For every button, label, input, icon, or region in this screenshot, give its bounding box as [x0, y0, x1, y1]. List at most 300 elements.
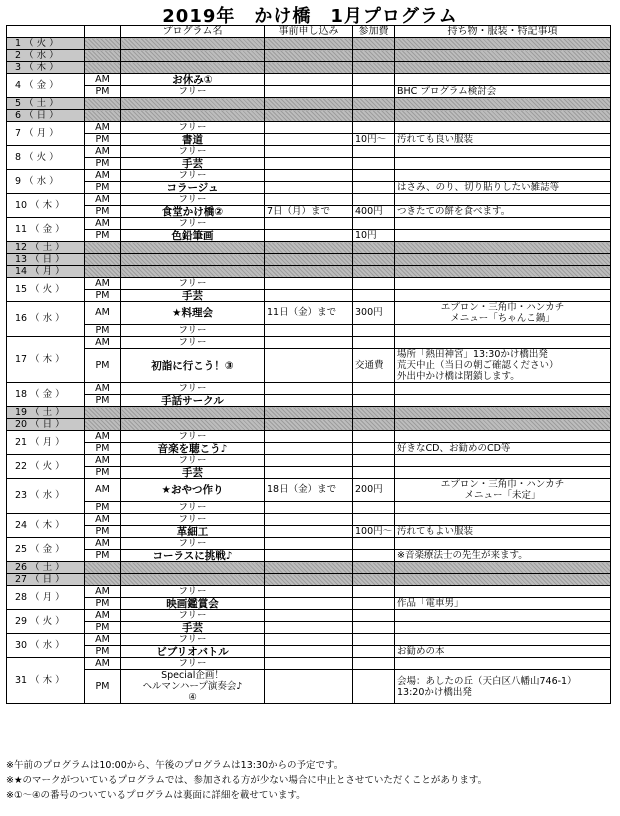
footnote: ※①～④の番号のついているプログラムは裏面に詳細を載せています。 [6, 790, 306, 801]
ampm-cell: AM [85, 514, 121, 526]
program-cell: ★おやつ作り [121, 479, 265, 502]
empty-cell [265, 419, 353, 431]
empty-cell [85, 419, 121, 431]
notes-cell: 場所「熱田神宮」13:30かけ橋出発 荒天中止（当日の朝ご確認ください） 外出中かけ橋は閉鎖します。 [395, 349, 611, 383]
notes-cell: 汚れてもよい服装 [395, 526, 611, 538]
empty-cell [265, 242, 353, 254]
table-row-holiday [7, 562, 611, 574]
table-row [7, 170, 611, 182]
application-cell [265, 586, 353, 598]
date-cell: 12 （ 土 ） [7, 242, 85, 254]
notes-cell [395, 290, 611, 302]
date-cell: 7 （ 月 ） [7, 122, 85, 146]
empty-cell [395, 110, 611, 122]
date-cell: 17 （ 木 ） [7, 337, 85, 383]
empty-cell [85, 62, 121, 74]
date-cell: 15 （ 火 ） [7, 278, 85, 302]
empty-cell [395, 62, 611, 74]
application-cell [265, 431, 353, 443]
application-cell [265, 514, 353, 526]
date-cell: 23 （ 水 ） [7, 479, 85, 514]
notes-cell: 好きなCD、お勧めのCD等 [395, 443, 611, 455]
table-row [7, 383, 611, 395]
notes-cell [395, 514, 611, 526]
application-cell [265, 146, 353, 158]
header-ampm [85, 26, 121, 38]
program-cell: 色鉛筆画 [121, 230, 265, 242]
empty-cell [121, 254, 265, 266]
notes-cell [395, 586, 611, 598]
application-cell [265, 443, 353, 455]
application-cell [265, 610, 353, 622]
table-row-holiday [7, 407, 611, 419]
table-row [7, 526, 611, 538]
fee-cell [353, 122, 395, 134]
notes-cell [395, 230, 611, 242]
empty-cell [85, 574, 121, 586]
table-row [7, 658, 611, 670]
date-cell: 22 （ 火 ） [7, 455, 85, 479]
empty-cell [121, 419, 265, 431]
fee-cell [353, 634, 395, 646]
notes-cell [395, 658, 611, 670]
notes-cell: 作品「電車男」 [395, 598, 611, 610]
fee-cell [353, 538, 395, 550]
ampm-cell: PM [85, 349, 121, 383]
ampm-cell: AM [85, 479, 121, 502]
program-cell: Special企画！ ヘルマンハープ演奏会♪ ④ [121, 670, 265, 704]
date-cell: 1 （ 火 ） [7, 38, 85, 50]
empty-cell [85, 254, 121, 266]
date-cell: 2 （ 水 ） [7, 50, 85, 62]
notes-cell: はさみ、のり、切り貼りしたい雑誌等 [395, 182, 611, 194]
notes-cell [395, 218, 611, 230]
table-row [7, 74, 611, 86]
program-cell: フリー [121, 514, 265, 526]
ampm-cell: AM [85, 337, 121, 349]
table-row [7, 550, 611, 562]
table-row [7, 634, 611, 646]
notes-cell [395, 383, 611, 395]
notes-cell [395, 634, 611, 646]
table-row [7, 514, 611, 526]
empty-cell [265, 574, 353, 586]
application-cell [265, 158, 353, 170]
date-cell: 29 （ 火 ） [7, 610, 85, 634]
application-cell [265, 134, 353, 146]
application-cell [265, 395, 353, 407]
fee-cell [353, 658, 395, 670]
application-cell [265, 218, 353, 230]
date-cell: 20 （ 日 ） [7, 419, 85, 431]
table-row [7, 194, 611, 206]
application-cell [265, 278, 353, 290]
empty-cell [353, 266, 395, 278]
application-cell [265, 194, 353, 206]
ampm-cell: AM [85, 538, 121, 550]
empty-cell [265, 562, 353, 574]
program-cell: 映画鑑賞会 [121, 598, 265, 610]
date-cell: 26 （ 土 ） [7, 562, 85, 574]
header-program: プログラム名 [121, 26, 265, 38]
ampm-cell: AM [85, 658, 121, 670]
application-cell [265, 325, 353, 337]
fee-cell [353, 670, 395, 704]
table-row [7, 598, 611, 610]
fee-cell [353, 278, 395, 290]
table-row [7, 206, 611, 218]
application-cell [265, 502, 353, 514]
table-row-holiday [7, 266, 611, 278]
application-cell [265, 634, 353, 646]
fee-cell [353, 194, 395, 206]
program-cell: ★料理会 [121, 302, 265, 325]
application-cell [265, 622, 353, 634]
ampm-cell: AM [85, 170, 121, 182]
fee-cell [353, 146, 395, 158]
program-cell: フリー [121, 610, 265, 622]
empty-cell [353, 574, 395, 586]
fee-cell [353, 610, 395, 622]
table-row [7, 146, 611, 158]
table-row [7, 622, 611, 634]
footnotes [6, 758, 487, 803]
table-header-row [7, 26, 611, 38]
table-row [7, 467, 611, 479]
program-cell: フリー [121, 278, 265, 290]
program-cell: フリー [121, 170, 265, 182]
date-cell: 18 （ 金 ） [7, 383, 85, 407]
fee-cell [353, 86, 395, 98]
fee-cell [353, 455, 395, 467]
empty-cell [265, 62, 353, 74]
application-cell [265, 230, 353, 242]
date-cell: 3 （ 木 ） [7, 62, 85, 74]
notes-cell [395, 431, 611, 443]
empty-cell [265, 254, 353, 266]
ampm-cell: PM [85, 395, 121, 407]
empty-cell [395, 419, 611, 431]
date-cell: 30 （ 水 ） [7, 634, 85, 658]
table-row [7, 670, 611, 704]
empty-cell [85, 562, 121, 574]
ampm-cell: PM [85, 290, 121, 302]
program-cell: フリー [121, 455, 265, 467]
empty-cell [353, 254, 395, 266]
fee-cell [353, 622, 395, 634]
program-cell: フリー [121, 634, 265, 646]
notes-cell [395, 467, 611, 479]
date-cell: 6 （ 日 ） [7, 110, 85, 122]
fee-cell [353, 550, 395, 562]
notes-cell [395, 538, 611, 550]
notes-cell: ※音楽療法士の先生が来ます。 [395, 550, 611, 562]
fee-cell [353, 646, 395, 658]
empty-cell [121, 562, 265, 574]
ampm-cell: PM [85, 550, 121, 562]
program-cell: お休み① [121, 74, 265, 86]
program-cell: ビブリオバトル [121, 646, 265, 658]
application-cell [265, 349, 353, 383]
table-row [7, 86, 611, 98]
table-row [7, 349, 611, 383]
date-cell: 27 （ 日 ） [7, 574, 85, 586]
table-row [7, 218, 611, 230]
notes-cell [395, 74, 611, 86]
empty-cell [265, 98, 353, 110]
table-row [7, 302, 611, 325]
empty-cell [85, 98, 121, 110]
ampm-cell: AM [85, 431, 121, 443]
empty-cell [395, 407, 611, 419]
empty-cell [395, 562, 611, 574]
ampm-cell: AM [85, 122, 121, 134]
empty-cell [353, 50, 395, 62]
ampm-cell: PM [85, 526, 121, 538]
fee-cell [353, 290, 395, 302]
empty-cell [121, 98, 265, 110]
application-cell [265, 538, 353, 550]
empty-cell [353, 62, 395, 74]
notes-cell [395, 146, 611, 158]
empty-cell [121, 62, 265, 74]
notes-cell [395, 502, 611, 514]
table-row [7, 134, 611, 146]
empty-cell [121, 38, 265, 50]
ampm-cell: PM [85, 230, 121, 242]
empty-cell [265, 407, 353, 419]
footnote: ※★のマークがついているプログラムでは、参加される方が少ない場合に中止とさせていただくことがあります。 [6, 775, 488, 786]
header-notes: 持ち物・服装・特記事項 [395, 26, 611, 38]
table-row [7, 586, 611, 598]
empty-cell [353, 98, 395, 110]
date-cell: 21 （ 月 ） [7, 431, 85, 455]
program-cell: 音楽を聴こう♪ [121, 443, 265, 455]
fee-cell: 10円～ [353, 134, 395, 146]
table-row [7, 395, 611, 407]
date-cell: 5 （ 土 ） [7, 98, 85, 110]
empty-cell [353, 110, 395, 122]
date-cell: 9 （ 水 ） [7, 170, 85, 194]
application-cell [265, 658, 353, 670]
fee-cell [353, 218, 395, 230]
application-cell [265, 670, 353, 704]
ampm-cell: PM [85, 158, 121, 170]
empty-cell [395, 574, 611, 586]
table-row-holiday [7, 254, 611, 266]
table-row [7, 479, 611, 502]
ampm-cell: AM [85, 383, 121, 395]
fee-cell [353, 158, 395, 170]
empty-cell [85, 110, 121, 122]
date-cell: 19 （ 土 ） [7, 407, 85, 419]
table-row [7, 455, 611, 467]
program-cell: フリー [121, 658, 265, 670]
header-fee: 参加費 [353, 26, 395, 38]
date-cell: 11 （ 金 ） [7, 218, 85, 242]
ampm-cell: PM [85, 325, 121, 337]
empty-cell [395, 38, 611, 50]
empty-cell [85, 407, 121, 419]
program-cell: フリー [121, 122, 265, 134]
notes-cell [395, 622, 611, 634]
program-cell: フリー [121, 325, 265, 337]
table-row [7, 182, 611, 194]
ampm-cell: PM [85, 182, 121, 194]
page-title: 2019年 かけ橋 1月プログラム [162, 6, 458, 27]
ampm-cell: AM [85, 194, 121, 206]
table-row-holiday [7, 50, 611, 62]
program-cell: 食堂かけ橋② [121, 206, 265, 218]
notes-cell [395, 170, 611, 182]
table-row-holiday [7, 419, 611, 431]
table-row [7, 278, 611, 290]
footnote: ※午前のプログラムは10:00から、午後のプログラムは13:30からの予定です。 [6, 760, 344, 771]
fee-cell [353, 182, 395, 194]
application-cell [265, 122, 353, 134]
empty-cell [121, 50, 265, 62]
fee-cell [353, 395, 395, 407]
application-cell [265, 86, 353, 98]
notes-cell [395, 395, 611, 407]
notes-cell [395, 158, 611, 170]
application-cell [265, 74, 353, 86]
program-cell: フリー [121, 502, 265, 514]
empty-cell [395, 98, 611, 110]
application-cell [265, 646, 353, 658]
application-cell: 18日（金）まで [265, 479, 353, 502]
table-row-holiday [7, 98, 611, 110]
program-cell: フリー [121, 383, 265, 395]
table-row-holiday [7, 110, 611, 122]
empty-cell [395, 266, 611, 278]
application-cell [265, 182, 353, 194]
notes-cell [395, 122, 611, 134]
fee-cell [353, 383, 395, 395]
header-application: 事前申し込み [265, 26, 353, 38]
table-row [7, 443, 611, 455]
ampm-cell: PM [85, 622, 121, 634]
notes-cell [395, 325, 611, 337]
empty-cell [395, 254, 611, 266]
program-cell: 手芸 [121, 467, 265, 479]
application-cell: 11日（金）まで [265, 302, 353, 325]
ampm-cell: PM [85, 467, 121, 479]
program-cell: フリー [121, 218, 265, 230]
empty-cell [121, 266, 265, 278]
fee-cell: 10円 [353, 230, 395, 242]
program-schedule-table [6, 25, 611, 704]
fee-cell [353, 514, 395, 526]
empty-cell [121, 242, 265, 254]
program-cell: 初詣に行こう！③ [121, 349, 265, 383]
application-cell [265, 526, 353, 538]
empty-cell [395, 50, 611, 62]
notes-cell: つきたての餅を食べます。 [395, 206, 611, 218]
fee-cell [353, 502, 395, 514]
notes-cell [395, 610, 611, 622]
table-row [7, 502, 611, 514]
ampm-cell: AM [85, 634, 121, 646]
empty-cell [85, 38, 121, 50]
program-cell: 手芸 [121, 622, 265, 634]
fee-cell: 400円 [353, 206, 395, 218]
notes-cell: BHC プログラム検討会 [395, 86, 611, 98]
fee-cell: 100円～ [353, 526, 395, 538]
program-cell: コラージュ [121, 182, 265, 194]
program-cell: 手芸 [121, 158, 265, 170]
program-cell: 手話サークル [121, 395, 265, 407]
fee-cell [353, 337, 395, 349]
ampm-cell: PM [85, 134, 121, 146]
fee-cell: 交通費 [353, 349, 395, 383]
notes-cell: エプロン・三角巾・ハンカチ メニュー「未定」 [395, 479, 611, 502]
application-cell [265, 467, 353, 479]
program-cell: 手芸 [121, 290, 265, 302]
table-row [7, 538, 611, 550]
table-row [7, 610, 611, 622]
fee-cell [353, 586, 395, 598]
fee-cell: 300円 [353, 302, 395, 325]
date-cell: 4 （ 金 ） [7, 74, 85, 98]
program-cell: フリー [121, 431, 265, 443]
application-cell [265, 455, 353, 467]
ampm-cell: PM [85, 206, 121, 218]
ampm-cell: AM [85, 74, 121, 86]
empty-cell [265, 110, 353, 122]
empty-cell [85, 242, 121, 254]
program-cell: 革細工 [121, 526, 265, 538]
ampm-cell: AM [85, 278, 121, 290]
empty-cell [353, 38, 395, 50]
table-row-holiday [7, 62, 611, 74]
date-cell: 10 （ 木 ） [7, 194, 85, 218]
program-cell: フリー [121, 337, 265, 349]
table-row [7, 431, 611, 443]
ampm-cell: AM [85, 218, 121, 230]
table-row-holiday [7, 38, 611, 50]
notes-cell: お勧めの本 [395, 646, 611, 658]
empty-cell [85, 266, 121, 278]
fee-cell: 200円 [353, 479, 395, 502]
fee-cell [353, 325, 395, 337]
empty-cell [265, 266, 353, 278]
table-row-holiday [7, 242, 611, 254]
empty-cell [85, 50, 121, 62]
ampm-cell: PM [85, 598, 121, 610]
application-cell [265, 383, 353, 395]
empty-cell [265, 38, 353, 50]
program-cell: フリー [121, 194, 265, 206]
notes-cell: 会場：あしたの丘（天白区八幡山746-1） 13:20かけ橋出発 [395, 670, 611, 704]
empty-cell [121, 574, 265, 586]
program-cell: コーラスに挑戦♪ [121, 550, 265, 562]
table-row [7, 325, 611, 337]
fee-cell [353, 443, 395, 455]
date-cell: 24 （ 木 ） [7, 514, 85, 538]
fee-cell [353, 431, 395, 443]
notes-cell: 汚れても良い服装 [395, 134, 611, 146]
table-row [7, 337, 611, 349]
header-date [7, 26, 85, 38]
notes-cell [395, 337, 611, 349]
empty-cell [353, 242, 395, 254]
ampm-cell: AM [85, 455, 121, 467]
date-cell: 25 （ 金 ） [7, 538, 85, 562]
application-cell [265, 550, 353, 562]
table-row [7, 646, 611, 658]
date-cell: 8 （ 火 ） [7, 146, 85, 170]
